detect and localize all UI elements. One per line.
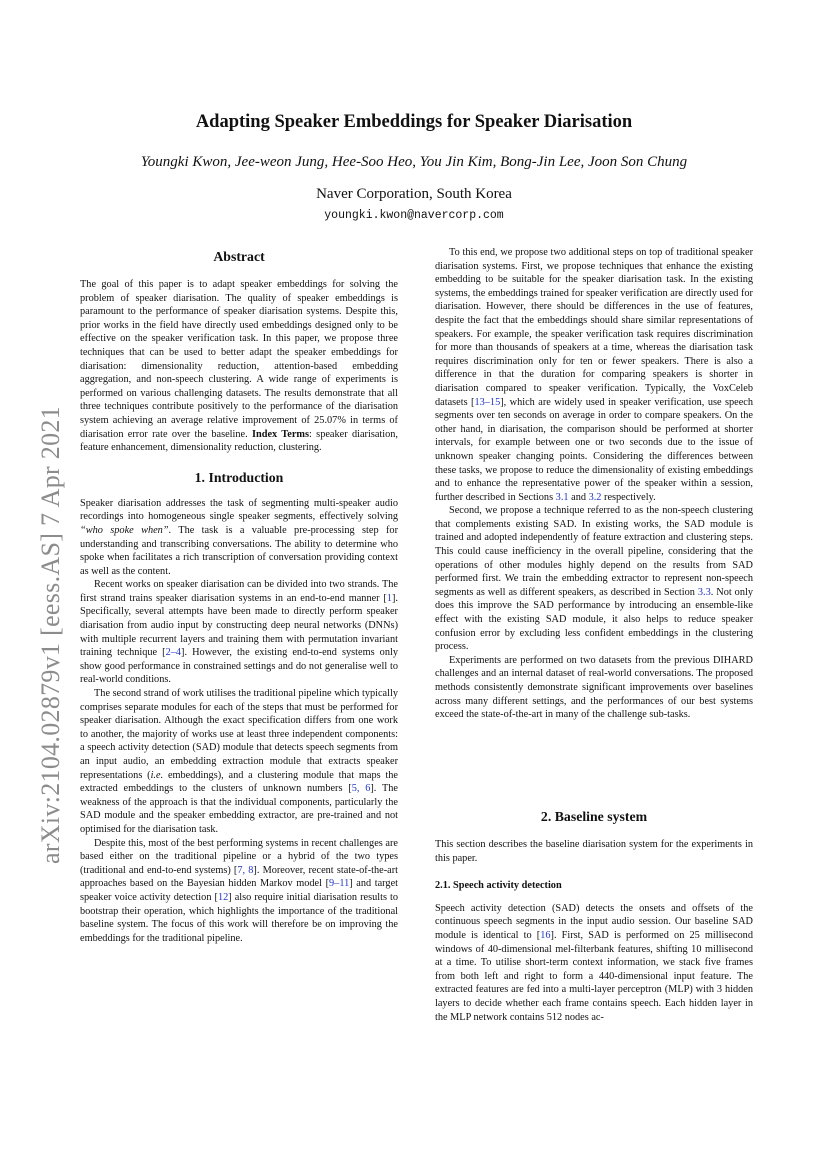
citation-link[interactable]: 16 bbox=[540, 929, 551, 941]
abstract-text: The goal of this paper is to adapt speaker embeddings for solving the problem of speaker diarisation. The quality of speaker embeddings is paramount to the performance of speaker diarisation systems. Despite this, prior works in the field have directly used embeddings designed only to be effective on the speaker verification task. In this paper, we propose three techniques that can be used to better adapt the speaker embeddings for diarisation: dimensionality reduction, attention-based embedding aggregation, and non-speech clustering. A wide range of experiments is performed on various challenging datasets. The results demonstrate that all three techniques contribute positively to the performance of the diarisation system achieving an average relative improvement of 25.07% in terms of diarisation error rate over the baseline. Index Terms: speaker diarisation, feature enhancement, dimensionality reduction, clustering. bbox=[80, 279, 398, 454]
citation-link[interactable]: 12 bbox=[217, 891, 229, 903]
sad-paragraph: Speech activity detection (SAD) detects the onsets and offsets of the continuous speech segments in the input audio session. Our baseline SAD module is identical to [16]. First, SAD is performed on 25 millisecond windows of 40-dimensional mel-filterbank features, shifting 10 millisecond at a time. To utilise short-term context information, we stack five frames from both left and right to form a 440-dimensional input feature. The extracted features are fed into a multi-layer perceptron (MLP) with 3 hidden layers to decide whether each frame contains speech. Each hidden layer in the MLP network contains 512 nodes ac- bbox=[435, 902, 753, 1023]
left-column bbox=[80, 246, 398, 945]
baseline-paragraph-1: This section describes the baseline diarisation system for the experiments in this paper. bbox=[435, 839, 753, 864]
citation-link[interactable]: 2–4 bbox=[165, 647, 182, 659]
intro-paragraph-4: Despite this, most of the best performing systems in recent challenges are based either on the traditional pipeline or a hybrid of the two types (traditional and end-to-end systems) [7, 8]. Moreover, recent state-of-the-art approaches based on the Bayesian hidden Markov model [9–11] and target speaker voice activity detection [12] also require initial diarisation results to bootstrap their operation, which highlights the importance of the traditional baseline system. The focus of this work will therefore be on improving the embeddings for the traditional pipeline. bbox=[80, 837, 398, 944]
author-list: Youngki Kwon, Jee-weon Jung, Hee-Soo Heo, You Jin Kim, Bong-Jin Lee, Joon Son Chung bbox=[140, 154, 688, 170]
right-column-lower bbox=[435, 806, 753, 1024]
intro-paragraph-2: Recent works on speaker diarisation can be divided into two strands. The first strand trains speaker diarisation systems in an end-to-end manner [1]. Specifically, several attempts have been made to directly perform speaker diarisation from audio input by constructing deep neural networks (DNNs) with multiple recurrent layers and training them with permutation invariant training technique [2–4]. However, the existing end-to-end systems only show good performance in constrained settings and do not generalise well to real-world conditions. bbox=[80, 579, 398, 686]
intro-paragraph-3: The second strand of work utilises the traditional pipeline which typically comprises separate modules for each of the steps that must be performed for speaker diarisation. Although the exact specification differs from one work to another, the majority of works use at least three independent components: a speech activity detection (SAD) module that detects speech segments from an input audio, an embedding extraction module that extracts speaker representations (i.e. embeddings), and a clustering module that maps the extracted embeddings to the clusters of unknown numbers [5, 6]. The weakness of the approach is that the individual components, particularly the SAD module and the speaker embedding extractor, are pre-trained and not optimised for the diarisation task. bbox=[80, 688, 398, 835]
who-spoke-when-quote: “who spoke when” bbox=[80, 524, 169, 536]
citation-link[interactable]: 9–11 bbox=[329, 878, 350, 890]
intro-heading: 1. Introduction bbox=[194, 469, 284, 485]
intro-paragraph-6: Second, we propose a technique referred to as the non-speech clustering that complements existing SAD. In existing works, the SAD module is trained and adopted independently of feature extraction and clustering steps. This could cause inefficiency in the overall pipeline, considering that the operations of other modules highly depend on the results from SAD performed first. We train the embedding extractor to represent non-speech segments as well as different speakers, as described in Section 3.3. Not only does this improve the SAD performance by introducing an ensemble-like effect with the existing SAD module, it also helps to reduce speaker confusion error by excluding less confident embeddings in the clustering process. bbox=[435, 505, 753, 653]
affiliation: Naver Corporation, South Korea bbox=[316, 186, 512, 202]
citation-link[interactable]: 7, 8 bbox=[237, 864, 254, 876]
intro-paragraph-7: Experiments are performed on two datasets from the previous DIHARD challenges and an internal dataset of real-world conversations. The proposed methods consistently demonstrate significant improvements over baselines across many different settings, and the performances of our best systems exceed the state-of-the-art in many of the challenge sub-tasks. bbox=[435, 654, 753, 721]
sad-subsection-heading: 2.1. Speech activity detection bbox=[435, 880, 562, 892]
citation-link[interactable]: 13–15 bbox=[474, 396, 501, 408]
arxiv-identifier-stamp: arXiv:2104.02879v1 [eess.AS] 7 Apr 2021 bbox=[36, 406, 65, 864]
abstract-heading: Abstract bbox=[213, 249, 265, 264]
citation-link[interactable]: 1 bbox=[386, 592, 392, 604]
section-link[interactable]: 3.3 bbox=[697, 586, 711, 598]
index-terms-label: Index Terms bbox=[252, 428, 309, 440]
citation-link[interactable]: 5, 6 bbox=[351, 783, 371, 795]
section-link[interactable]: 3.1 bbox=[555, 491, 569, 503]
paper-title: Adapting Speaker Embeddings for Speaker Diarisation bbox=[195, 112, 633, 132]
section-link[interactable]: 3.2 bbox=[588, 491, 602, 503]
right-column-upper bbox=[435, 246, 753, 722]
contact-email[interactable]: youngki.kwon@navercorp.com bbox=[324, 209, 504, 222]
index-terms: : speaker diarisation, feature enhancement, dimensionality reduction, clustering. bbox=[80, 428, 398, 454]
intro-paragraph-5: To this end, we propose two additional steps on top of traditional speaker diarisation systems. First, we propose techniques that enhance the existing embedding to be suitable for the speaker diarisation task. In the existing systems, the embeddings trained for speaker verification are directly used for diarisation. However, there should be differences in the use of features, despite the fact that the embeddings should share similar representations of speakers. For example, the speaker verification task requires discrimination for more than thousands of speakers at a time, whereas the diarisation task requires discrimination only for ten or fewer speakers. There is also a difference in that the duration for comparing speakers is shorter in diarisation compared to speaker verification. Typically, the VoxCeleb datasets [13–15], which are widely used in speaker verification, use speech segments over ten seconds on average in order to compare speakers. On the other hand, in diarisation, the comparison should be performed at shorter intervals, for example between one or two seconds due to the issue of unknown speaker changing points. Considering the differences between these tasks, we propose to reduce the dimensionality of existing embeddings and to enhance the representative power of the speaker within a session, further described in Sections 3.1 and 3.2 respectively. bbox=[435, 247, 753, 503]
baseline-heading: 2. Baseline system bbox=[540, 809, 648, 824]
intro-paragraph-1: Speaker diarisation addresses the task of segmenting multi-speaker audio recordings into homogeneous single speaker segments, effectively solving “who spoke when”. The task is a valuable pre-processing step for understanding and transcribing conversations. The ability to determine who spoke when facilitates a rich transcription of conversation providing context as well as the content. bbox=[80, 497, 398, 577]
